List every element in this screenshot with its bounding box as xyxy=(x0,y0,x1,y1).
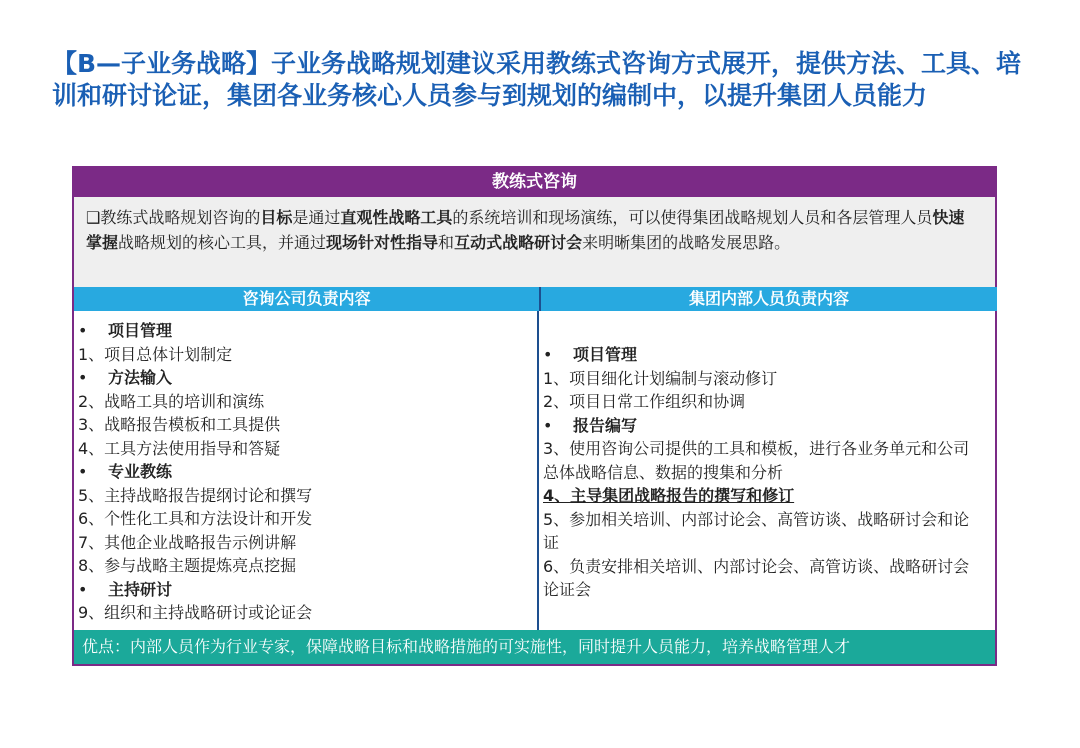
consulting-column-header: 咨询公司负责内容 xyxy=(74,287,541,311)
section-heading-text: 项目管理 xyxy=(108,321,173,340)
coaching-consulting-box xyxy=(72,166,997,666)
section-heading-text: 项目管理 xyxy=(573,345,638,364)
bullet-icon: • xyxy=(78,368,88,387)
list-item: 1、项目细化计划编制与滚动修订 xyxy=(543,368,778,388)
intro-text: 的系统培训和现场演练，可以使得集团战略规划人员和各层管理人员 xyxy=(452,208,933,227)
list-item: 9、组织和主持战略研讨或论证会 xyxy=(78,603,313,622)
intro-emphasis: 直观性战略工具 xyxy=(340,208,453,227)
section-heading-text: 报告编写 xyxy=(573,415,638,435)
advantage-footer: 优点：内部人员作为行业专家，保障战略目标和战略措施的可实施性，同时提升人员能力，培养战略管理人才 xyxy=(74,630,995,664)
list-item: 5、主持战略报告提纲讨论和撰写 xyxy=(78,485,313,505)
intro-text: 来明晰集团的战略发展思路。 xyxy=(582,233,791,252)
intro-emphasis: 快速掌握 xyxy=(86,208,965,252)
list-item: 2、战略工具的培训和演练 xyxy=(78,391,265,411)
bullet-icon: • xyxy=(78,579,88,599)
list-item-highlighted: 4、主导集团战略报告的撰写和修订 xyxy=(543,486,795,505)
list-item: 4、工具方法使用指导和答疑 xyxy=(78,438,281,458)
list-item: 3、战略报告模板和工具提供 xyxy=(78,415,281,434)
list-item: 7、其他企业战略报告示例讲解 xyxy=(78,532,297,552)
internal-column-header: 集团内部人员负责内容 xyxy=(541,287,997,311)
box-header: 教练式咨询 xyxy=(74,168,995,197)
intro-text: 教练式战略规划咨询的 xyxy=(100,208,261,227)
responsibility-columns xyxy=(74,311,995,630)
section-heading-text: 主持研讨 xyxy=(108,579,173,599)
list-item: 2、项目日常工作组织和协调 xyxy=(543,392,746,411)
list-item: 1、项目总体计划制定 xyxy=(78,344,233,364)
section-heading xyxy=(78,460,537,484)
list-item: 3、使用咨询公司提供的工具和模板，进行各业务单元和公司总体战略信息、数据的搜集和分析 xyxy=(543,439,970,482)
section-heading xyxy=(78,319,537,343)
bullet-icon: • xyxy=(543,415,553,435)
section-heading xyxy=(543,414,985,438)
intro-text: 和 xyxy=(438,233,455,252)
section-heading-text: 方法输入 xyxy=(108,368,173,387)
internal-responsibilities xyxy=(539,311,995,630)
intro-emphasis: 互动式战略研讨会 xyxy=(454,233,583,252)
intro-paragraph xyxy=(74,197,995,287)
section-heading xyxy=(78,578,537,602)
checkbox-icon: ❑ xyxy=(86,208,101,227)
consulting-responsibilities xyxy=(74,311,539,630)
bullet-icon: • xyxy=(78,462,88,481)
intro-emphasis: 目标 xyxy=(260,208,293,227)
section-heading xyxy=(78,366,537,390)
list-item: 5、参加相关培训、内部讨论会、高管访谈、战略研讨会和论证 xyxy=(543,509,970,552)
intro-emphasis: 现场针对性指导 xyxy=(326,233,439,252)
section-heading xyxy=(543,343,985,367)
list-item: 6、个性化工具和方法设计和开发 xyxy=(78,509,313,528)
section-heading-text: 专业教练 xyxy=(108,462,173,481)
bullet-icon: • xyxy=(543,345,553,364)
list-item: 6、负责安排相关培训、内部讨论会、高管访谈、战略研讨会论证会 xyxy=(543,556,970,599)
slide-title: 【B—子业务战略】子业务战略规划建议采用教练式咨询方式展开，提供方法、工具、培训和研讨论证，集团各业务核心人员参与到规划的编制中，以提升集团人员能力 xyxy=(52,49,1022,110)
list-item: 8、参与战略主题提炼亮点挖掘 xyxy=(78,556,297,575)
intro-text: 是通过 xyxy=(292,208,341,227)
column-headers xyxy=(74,287,995,311)
intro-text: 战略规划的核心工具，并通过 xyxy=(118,233,327,252)
bullet-icon: • xyxy=(78,321,88,340)
